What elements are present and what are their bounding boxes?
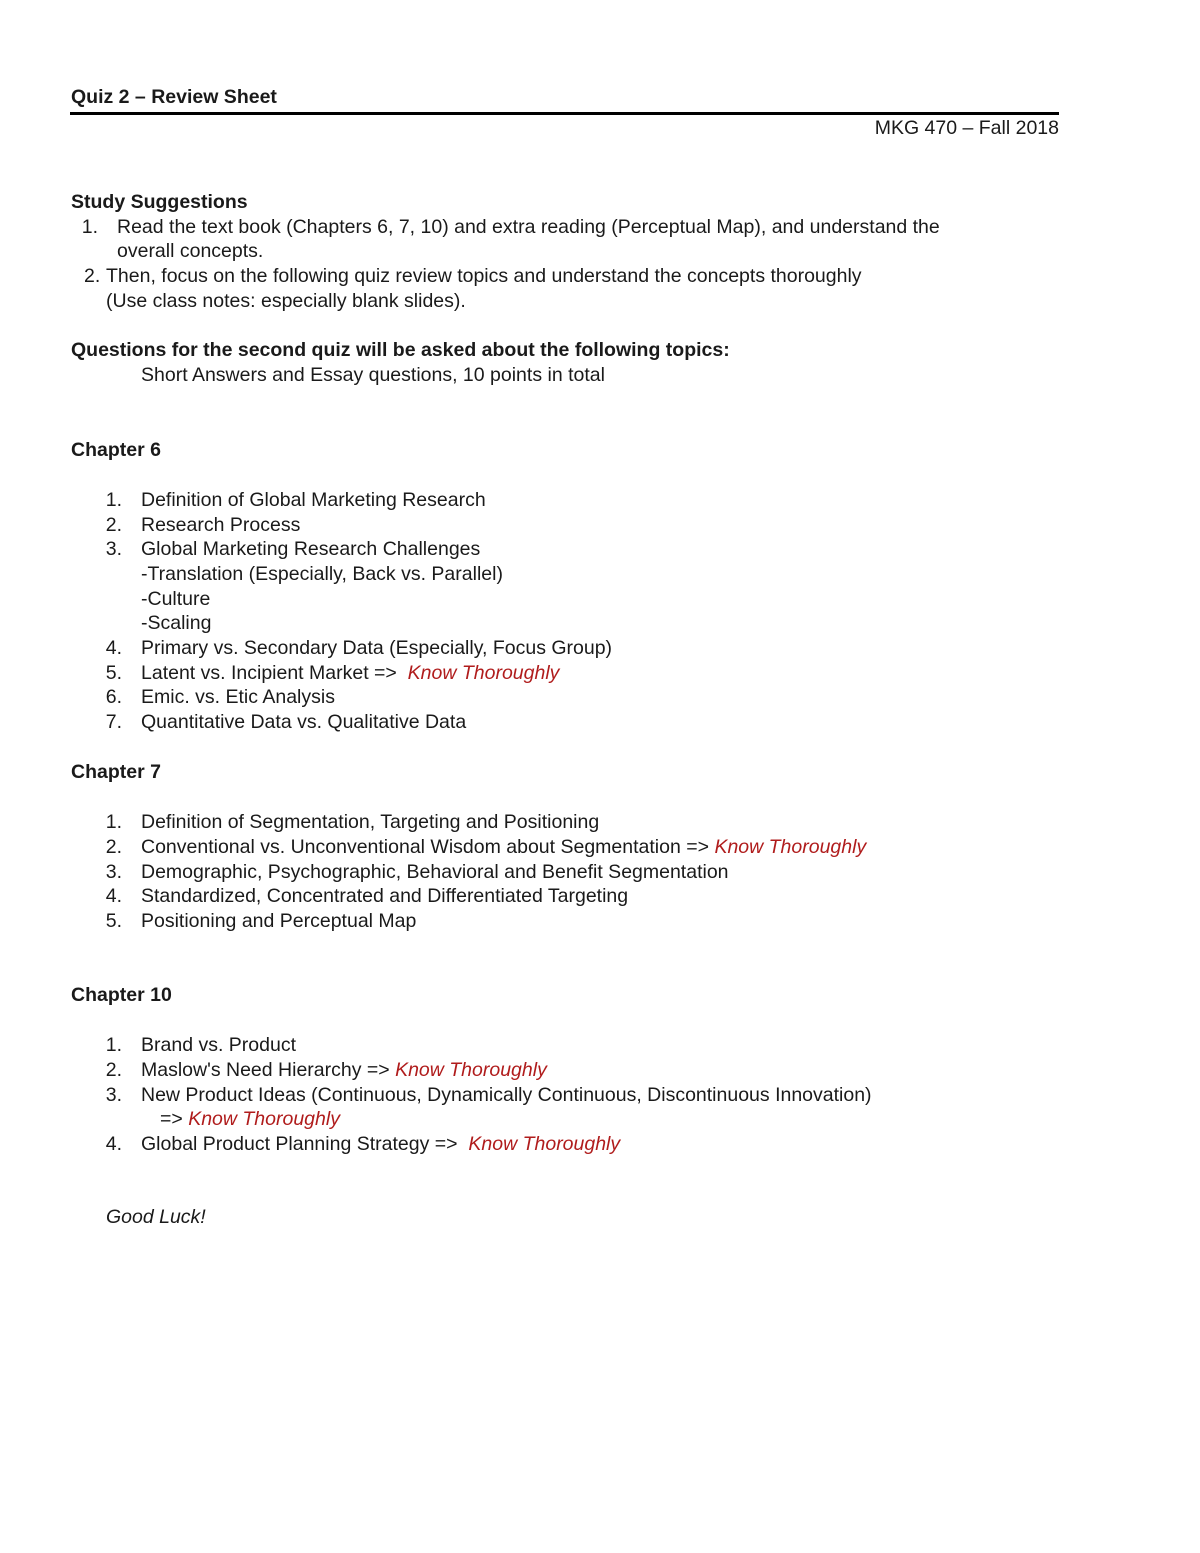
chapter-6-subitem: -Scaling bbox=[141, 612, 212, 634]
chapter-10-heading: Chapter 10 bbox=[71, 984, 172, 1006]
list-number: 4. bbox=[105, 637, 122, 659]
study-suggestions-heading: Study Suggestions bbox=[71, 191, 248, 213]
chapter-10-item bbox=[141, 1058, 547, 1082]
chapter-6-item-text: Latent vs. Incipient Market => bbox=[141, 662, 397, 684]
closing-note: Good Luck! bbox=[106, 1206, 206, 1228]
document-title: Quiz 2 – Review Sheet bbox=[71, 86, 277, 108]
study-item-number: 2. bbox=[84, 265, 101, 287]
list-number: 4. bbox=[105, 1133, 122, 1155]
know-thoroughly-note: Know Thoroughly bbox=[714, 836, 867, 858]
study-item-text: Then, focus on the following quiz review topics and understand the concepts thoroughly bbox=[106, 265, 862, 287]
study-item-text-continued: (Use class notes: especially blank slides). bbox=[106, 290, 466, 312]
list-number: 2. bbox=[105, 1059, 122, 1081]
list-number: 3. bbox=[105, 538, 122, 560]
list-number: 4. bbox=[105, 885, 122, 907]
chapter-6-item: Primary vs. Secondary Data (Especially, Focus Group) bbox=[141, 637, 613, 659]
study-item-text-continued: overall concepts. bbox=[117, 240, 264, 262]
chapter-7-item bbox=[141, 835, 866, 859]
list-number: 2. bbox=[105, 836, 122, 858]
chapter-10-item-text: Global Product Planning Strategy => bbox=[141, 1133, 458, 1155]
chapter-7-heading: Chapter 7 bbox=[71, 761, 161, 783]
study-item-number: 1. bbox=[81, 216, 98, 238]
list-number: 7. bbox=[105, 711, 122, 733]
arrow-text: => bbox=[160, 1108, 183, 1130]
chapter-10-item: Brand vs. Product bbox=[141, 1034, 296, 1056]
chapter-6-item: Emic. vs. Etic Analysis bbox=[141, 686, 335, 708]
chapter-6-item: Global Marketing Research Challenges bbox=[141, 538, 481, 560]
list-number: 3. bbox=[105, 861, 122, 883]
chapter-6-item bbox=[141, 661, 559, 685]
chapter-10-item: New Product Ideas (Continuous, Dynamically Continuous, Discontinuous Innovation) bbox=[141, 1084, 872, 1106]
list-number: 2. bbox=[105, 514, 122, 536]
chapter-10-item bbox=[141, 1132, 620, 1156]
chapter-7-item-text: Conventional vs. Unconventional Wisdom about Segmentation => bbox=[141, 836, 710, 858]
chapter-7-item: Positioning and Perceptual Map bbox=[141, 910, 417, 932]
chapter-6-heading: Chapter 6 bbox=[71, 439, 161, 461]
course-label: MKG 470 – Fall 2018 bbox=[874, 117, 1059, 139]
list-number: 3. bbox=[105, 1084, 122, 1106]
list-number: 5. bbox=[105, 662, 122, 684]
list-number: 1. bbox=[105, 1034, 122, 1056]
chapter-7-item: Definition of Segmentation, Targeting and Positioning bbox=[141, 811, 600, 833]
chapter-10-item-continuation bbox=[160, 1107, 340, 1131]
chapter-10-item-text: Maslow's Need Hierarchy => bbox=[141, 1059, 390, 1081]
questions-heading: Questions for the second quiz will be asked about the following topics: bbox=[71, 339, 730, 361]
header-rule bbox=[70, 112, 1059, 115]
study-item-text: Read the text book (Chapters 6, 7, 10) and extra reading (Perceptual Map), and understand the bbox=[117, 216, 940, 238]
chapter-6-item: Quantitative Data vs. Qualitative Data bbox=[141, 711, 467, 733]
questions-detail: Short Answers and Essay questions, 10 points in total bbox=[141, 364, 605, 386]
know-thoroughly-note: Know Thoroughly bbox=[395, 1059, 547, 1081]
list-number: 1. bbox=[105, 489, 122, 511]
chapter-6-subitem: -Culture bbox=[141, 588, 211, 610]
know-thoroughly-note: Know Thoroughly bbox=[188, 1108, 340, 1130]
chapter-7-item: Demographic, Psychographic, Behavioral and Benefit Segmentation bbox=[141, 861, 729, 883]
chapter-7-item: Standardized, Concentrated and Differentiated Targeting bbox=[141, 885, 629, 907]
chapter-6-item: Research Process bbox=[141, 514, 301, 536]
list-number: 1. bbox=[105, 811, 122, 833]
know-thoroughly-note: Know Thoroughly bbox=[407, 662, 560, 684]
list-number: 6. bbox=[105, 686, 122, 708]
chapter-6-item: Definition of Global Marketing Research bbox=[141, 489, 486, 511]
list-number: 5. bbox=[105, 910, 122, 932]
know-thoroughly-note: Know Thoroughly bbox=[468, 1133, 621, 1155]
chapter-6-subitem: -Translation (Especially, Back vs. Parallel) bbox=[141, 563, 503, 585]
